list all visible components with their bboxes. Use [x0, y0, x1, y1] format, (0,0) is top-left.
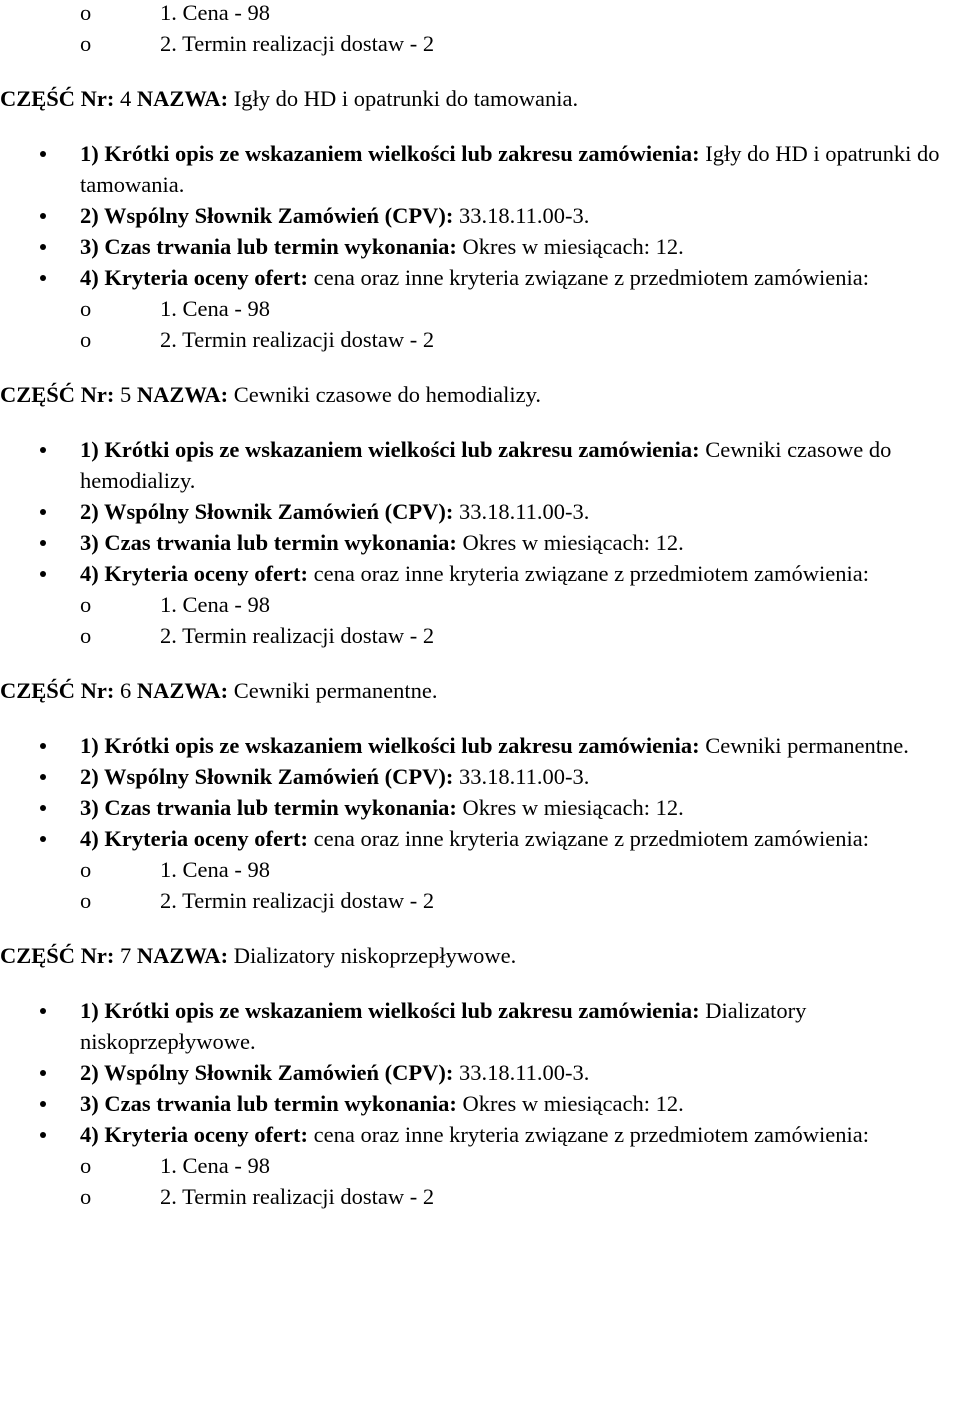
- criteria-sublist: [80, 854, 950, 916]
- name-label: NAZWA:: [136, 86, 229, 111]
- part-name: Cewniki czasowe do hemodializy.: [233, 382, 541, 407]
- criteria-sublist: [80, 293, 950, 355]
- detail-description: 1) Krótki opis ze wskazaniem wielkości lub zakresu zamówienia: Cewniki permanentne.: [0, 730, 960, 761]
- sub-list-item: o 1. Cena - 98: [80, 293, 950, 324]
- bullet-icon: [40, 447, 46, 453]
- part-name: Dializatory niskoprzepływowe.: [233, 943, 517, 968]
- name-label: NAZWA:: [136, 382, 229, 407]
- detail-description: 1) Krótki opis ze wskazaniem wielkości lub zakresu zamówienia: Dializatory niskoprzepływowe.: [0, 995, 960, 1057]
- bullet-icon: [40, 1070, 46, 1076]
- detail-description: 1) Krótki opis ze wskazaniem wielkości lub zakresu zamówienia: Igły do HD i opatrunki do tamowania.: [0, 138, 960, 200]
- detail-cpv: 2) Wspólny Słownik Zamówień (CPV): 33.18.11.00-3.: [0, 200, 960, 231]
- bullet-icon: [40, 774, 46, 780]
- list-marker: o: [80, 888, 92, 913]
- detail-criteria: 4) Kryteria oceny ofert: cena oraz inne kryteria związane z przedmiotem zamówienia: o 1. Cena - 98 o 2. Termin realizacji dostaw - 2: [0, 1119, 960, 1212]
- sub-list-item: o 1. Cena - 98: [80, 589, 950, 620]
- bullet-icon: [40, 540, 46, 546]
- part-label: CZĘŚĆ Nr:: [0, 943, 115, 968]
- sub-list-item: o 2. Termin realizacji dostaw - 2: [80, 324, 950, 355]
- detail-duration: 3) Czas trwania lub termin wykonania: Okres w miesiącach: 12.: [0, 1088, 960, 1119]
- part-details-list: [0, 434, 960, 651]
- list-marker: o: [80, 327, 92, 352]
- part-number: 5: [120, 382, 132, 407]
- bullet-icon: [40, 571, 46, 577]
- detail-cpv: 2) Wspólny Słownik Zamówień (CPV): 33.18.11.00-3.: [0, 761, 960, 792]
- bullet-icon: [40, 213, 46, 219]
- part-section: [0, 675, 960, 916]
- part-section: [0, 379, 960, 651]
- bullet-icon: [40, 1008, 46, 1014]
- part-heading: [0, 675, 960, 706]
- name-label: NAZWA:: [136, 943, 229, 968]
- bullet-icon: [40, 275, 46, 281]
- bullet-icon: [40, 244, 46, 250]
- part-details-list: [0, 995, 960, 1212]
- sub-list-item: o 2. Termin realizacji dostaw - 2: [80, 885, 950, 916]
- part-details-list: [0, 138, 960, 355]
- part-heading: [0, 379, 960, 410]
- part-number: 6: [120, 678, 132, 703]
- bullet-icon: [40, 151, 46, 157]
- parts-container: [0, 83, 960, 1212]
- detail-cpv: 2) Wspólny Słownik Zamówień (CPV): 33.18.11.00-3.: [0, 496, 960, 527]
- sub-list-item: o 1. Cena - 98: [80, 0, 960, 28]
- sub-list-item: o 2. Termin realizacji dostaw - 2: [80, 28, 960, 59]
- detail-criteria: 4) Kryteria oceny ofert: cena oraz inne kryteria związane z przedmiotem zamówienia: o 1. Cena - 98 o 2. Termin realizacji dostaw - 2: [0, 558, 960, 651]
- bullet-icon: [40, 743, 46, 749]
- name-label: NAZWA:: [136, 678, 229, 703]
- detail-description: 1) Krótki opis ze wskazaniem wielkości lub zakresu zamówienia: Cewniki czasowe do hemodializy.: [0, 434, 960, 496]
- criteria-sublist: [80, 1150, 950, 1212]
- part-number: 7: [120, 943, 132, 968]
- part-heading: [0, 83, 960, 114]
- detail-duration: 3) Czas trwania lub termin wykonania: Okres w miesiącach: 12.: [0, 231, 960, 262]
- sub-list-item: o 1. Cena - 98: [80, 854, 950, 885]
- list-marker: o: [80, 1153, 92, 1178]
- part-name: Igły do HD i opatrunki do tamowania.: [233, 86, 579, 111]
- list-marker: o: [80, 623, 92, 648]
- detail-cpv: 2) Wspólny Słownik Zamówień (CPV): 33.18.11.00-3.: [0, 1057, 960, 1088]
- list-marker: o: [80, 857, 92, 882]
- criteria-sublist: [80, 589, 950, 651]
- list-marker: o: [80, 0, 92, 25]
- part-name: Cewniki permanentne.: [233, 678, 438, 703]
- part-details-list: [0, 730, 960, 916]
- list-marker: o: [80, 592, 92, 617]
- bullet-icon: [40, 509, 46, 515]
- bullet-icon: [40, 836, 46, 842]
- part-heading: [0, 940, 960, 971]
- detail-duration: 3) Czas trwania lub termin wykonania: Okres w miesiącach: 12.: [0, 527, 960, 558]
- sub-list-item: o 2. Termin realizacji dostaw - 2: [80, 620, 950, 651]
- bullet-icon: [40, 805, 46, 811]
- list-marker: o: [80, 1184, 92, 1209]
- part-label: CZĘŚĆ Nr:: [0, 382, 115, 407]
- sub-list-item: o 1. Cena - 98: [80, 1150, 950, 1181]
- part-section: [0, 940, 960, 1212]
- detail-duration: 3) Czas trwania lub termin wykonania: Okres w miesiącach: 12.: [0, 792, 960, 823]
- part-number: 4: [120, 86, 132, 111]
- top-criteria-sublist: [0, 0, 960, 59]
- part-label: CZĘŚĆ Nr:: [0, 86, 115, 111]
- sub-list-item: o 2. Termin realizacji dostaw - 2: [80, 1181, 950, 1212]
- detail-criteria: 4) Kryteria oceny ofert: cena oraz inne kryteria związane z przedmiotem zamówienia: o 1. Cena - 98 o 2. Termin realizacji dostaw - 2: [0, 823, 960, 916]
- bullet-icon: [40, 1132, 46, 1138]
- list-marker: o: [80, 296, 92, 321]
- bullet-icon: [40, 1101, 46, 1107]
- detail-criteria: 4) Kryteria oceny ofert: cena oraz inne kryteria związane z przedmiotem zamówienia: o 1. Cena - 98 o 2. Termin realizacji dostaw - 2: [0, 262, 960, 355]
- list-marker: o: [80, 31, 92, 56]
- part-label: CZĘŚĆ Nr:: [0, 678, 115, 703]
- part-section: [0, 83, 960, 355]
